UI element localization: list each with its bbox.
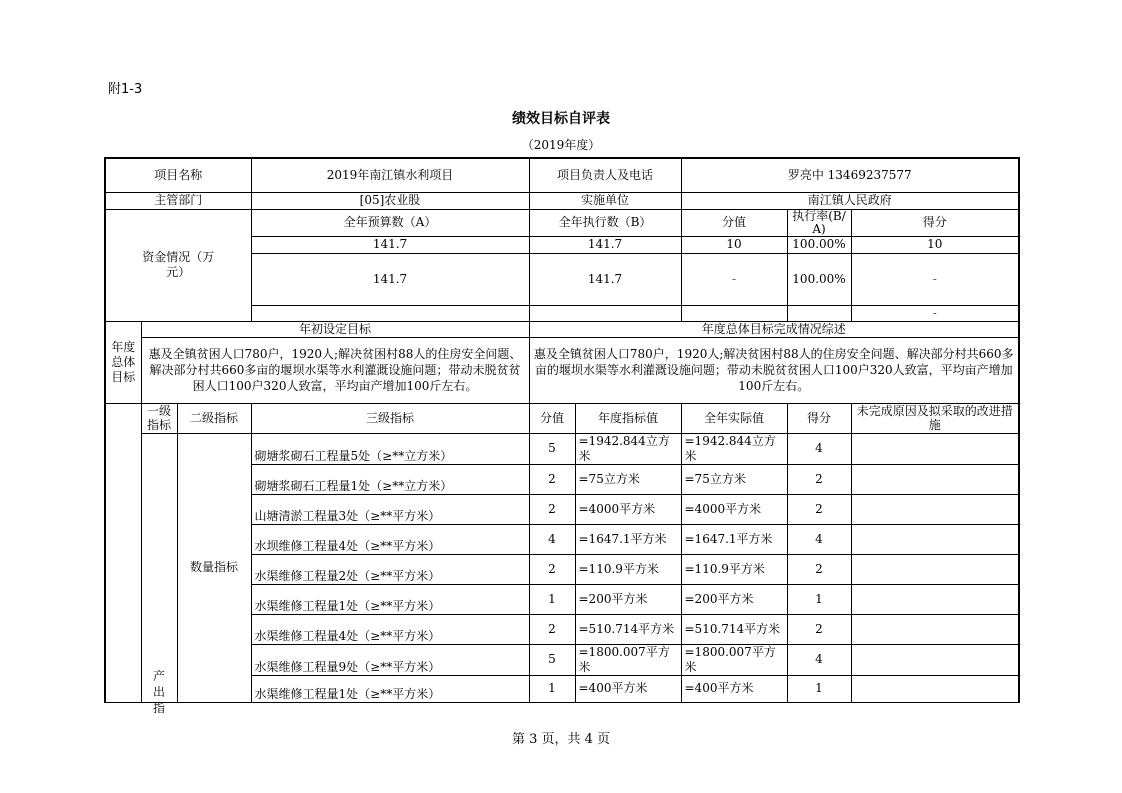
funds-row2-rate: 100.00%: [787, 253, 851, 305]
indicator-reason: [851, 433, 1019, 464]
page-title: 绩效目标自评表: [512, 111, 610, 127]
indicator-reason: [851, 554, 1019, 584]
h-reason: 未完成原因及拟采取的改进措施: [851, 403, 1019, 433]
indicator-got: 2: [787, 494, 851, 524]
indicator-actual: =1800.007平方米: [681, 644, 787, 675]
indicator-target: =400平方米: [575, 675, 681, 702]
indicator-actual: =400平方米: [681, 675, 787, 702]
goals-header-row: [105, 321, 1019, 337]
indicator-actual: =1942.844立方米: [681, 433, 787, 464]
funds-row1-rate: 100.00%: [787, 236, 851, 253]
indicator-target: =110.9平方米: [575, 554, 681, 584]
indicator-score: 2: [529, 554, 575, 584]
h-got: 得分: [787, 403, 851, 433]
h-level2: 二级指标: [177, 403, 251, 433]
indicator-name: 山塘清淤工程量3处（≥**平方米）: [251, 494, 529, 524]
funds-row1-exec: 141.7: [529, 236, 681, 253]
level1-text: 产出指: [152, 668, 165, 715]
unit-value: 南江镇人民政府: [681, 192, 1019, 209]
goals-initial-header: 年初设定目标: [141, 321, 529, 337]
indicator-actual: =110.9平方米: [681, 554, 787, 584]
indicator-row: [105, 433, 1019, 464]
indicator-got: 1: [787, 675, 851, 702]
funds-row2-exec: 141.7: [529, 253, 681, 305]
indicator-name: 水渠维修工程量1处（≥**平方米）: [251, 584, 529, 614]
indicator-name: 水坝维修工程量4处（≥**平方米）: [251, 524, 529, 554]
goals-text-row: [105, 337, 1019, 403]
indicator-score: 5: [529, 433, 575, 464]
department-row: [105, 192, 1019, 209]
goals-initial-text: 惠及全镇贫困人口780户，1920人;解决贫困村88人的住房安全问题、解决部分村共660多亩的堰坝水渠等水利灌溉设施问题；带动未脱贫贫困人口100户320人致富，平均亩产增加100斤左右。: [141, 337, 529, 403]
appendix-label: 附1-3: [108, 82, 143, 97]
indicator-actual: =510.714平方米: [681, 614, 787, 644]
indicator-reason: [851, 584, 1019, 614]
indicator-reason: [851, 644, 1019, 675]
h-level3: 三级指标: [251, 403, 529, 433]
goals-summary-header: 年度总体目标完成情况综述: [529, 321, 1019, 337]
funds-rate-header-text: 执行率(B/A): [792, 208, 846, 236]
indicator-target: =75立方米: [575, 464, 681, 494]
self-evaluation-table: [104, 157, 1020, 715]
funds-row2-got: -: [851, 253, 1019, 305]
h-level1: 一级指标: [141, 403, 177, 433]
funds-row3-got: -: [851, 305, 1019, 321]
funds-rate-header: [787, 209, 851, 236]
funds-label: 资金情况（万元）: [105, 209, 251, 321]
indicator-score: 2: [529, 464, 575, 494]
indicator-got: 4: [787, 524, 851, 554]
indicator-actual: =1647.1平方米: [681, 524, 787, 554]
indicator-got: 2: [787, 614, 851, 644]
funds-row3-budget: [251, 305, 529, 321]
indicator-target: =510.714平方米: [575, 614, 681, 644]
funds-header-row: [105, 209, 1019, 236]
indicator-reason: [851, 675, 1019, 702]
dept-value: [05]农业股: [251, 192, 529, 209]
project-name-value: 2019年南江镇水利项目: [251, 158, 529, 192]
indicator-reason: [851, 494, 1019, 524]
indicator-target: =200平方米: [575, 584, 681, 614]
indicator-name: 砌塘浆砌石工程量1处（≥**立方米）: [251, 464, 529, 494]
dept-label: 主管部门: [105, 192, 251, 209]
funds-row1-score: 10: [681, 236, 787, 253]
indicator-name: 水渠维修工程量2处（≥**平方米）: [251, 554, 529, 584]
funds-row3-exec: [529, 305, 681, 321]
goals-summary-text: 惠及全镇贫困人口780户，1920人;解决贫困村88人的住房安全问题、解决部分村共660多亩的堰坝水渠等水利灌溉设施问题；带动未脱贫贫困人口100户320人致富，平均亩产增加100斤左右。: [529, 337, 1019, 403]
indicator-score: 5: [529, 644, 575, 675]
indicator-name: 水渠维修工程量1处（≥**平方米）: [251, 675, 529, 702]
unit-label: 实施单位: [529, 192, 681, 209]
indicator-actual: =200平方米: [681, 584, 787, 614]
indicator-name: 水渠维修工程量4处（≥**平方米）: [251, 614, 529, 644]
project-name-row: [105, 158, 1019, 192]
year-label: （2019年度）: [521, 138, 601, 152]
funds-row1-got: 10: [851, 236, 1019, 253]
funds-exec-header: 全年执行数（B）: [529, 209, 681, 236]
indicator-score: 2: [529, 614, 575, 644]
funds-budget-header: 全年预算数（A）: [251, 209, 529, 236]
indicator-target: =1647.1平方米: [575, 524, 681, 554]
indicator-got: 4: [787, 644, 851, 675]
indicator-reason: [851, 614, 1019, 644]
level2-cell: 数量指标: [177, 433, 251, 702]
funds-row2-budget: 141.7: [251, 253, 529, 305]
indicator-score: 4: [529, 524, 575, 554]
funds-row2-score: -: [681, 253, 787, 305]
project-name-label: 项目名称: [105, 158, 251, 192]
funds-got-header: 得分: [851, 209, 1019, 236]
indicator-got: 1: [787, 584, 851, 614]
funds-score-header: 分值: [681, 209, 787, 236]
indicator-score: 1: [529, 675, 575, 702]
goals-label: 年度总体目标: [105, 321, 141, 403]
funds-row3-rate: [787, 305, 851, 321]
indicator-got: 2: [787, 554, 851, 584]
indicator-spacer-cell: [105, 403, 141, 702]
indicator-name: 砌塘浆砌石工程量5处（≥**立方米）: [251, 433, 529, 464]
indicator-got: 2: [787, 464, 851, 494]
indicator-header-row: [105, 403, 1019, 433]
indicator-target: =4000平方米: [575, 494, 681, 524]
page-footer: 第 3 页，共 4 页: [511, 732, 611, 747]
h-actual: 全年实际值: [681, 403, 787, 433]
indicator-score: 1: [529, 584, 575, 614]
indicator-reason: [851, 524, 1019, 554]
funds-row3-score: [681, 305, 787, 321]
project-owner-label: 项目负责人及电话: [529, 158, 681, 192]
h-target: 年度指标值: [575, 403, 681, 433]
indicator-target: =1800.007平方米: [575, 644, 681, 675]
funds-row1-budget: 141.7: [251, 236, 529, 253]
indicator-actual: =75立方米: [681, 464, 787, 494]
indicator-name: 水渠维修工程量9处（≥**平方米）: [251, 644, 529, 675]
indicator-target: =1942.844立方米: [575, 433, 681, 464]
project-owner-value: 罗亮中 13469237577: [681, 158, 1019, 192]
indicator-reason: [851, 464, 1019, 494]
indicator-score: 2: [529, 494, 575, 524]
indicator-got: 4: [787, 433, 851, 464]
level1-cell: [141, 433, 177, 715]
indicator-actual: =4000平方米: [681, 494, 787, 524]
h-score: 分值: [529, 403, 575, 433]
